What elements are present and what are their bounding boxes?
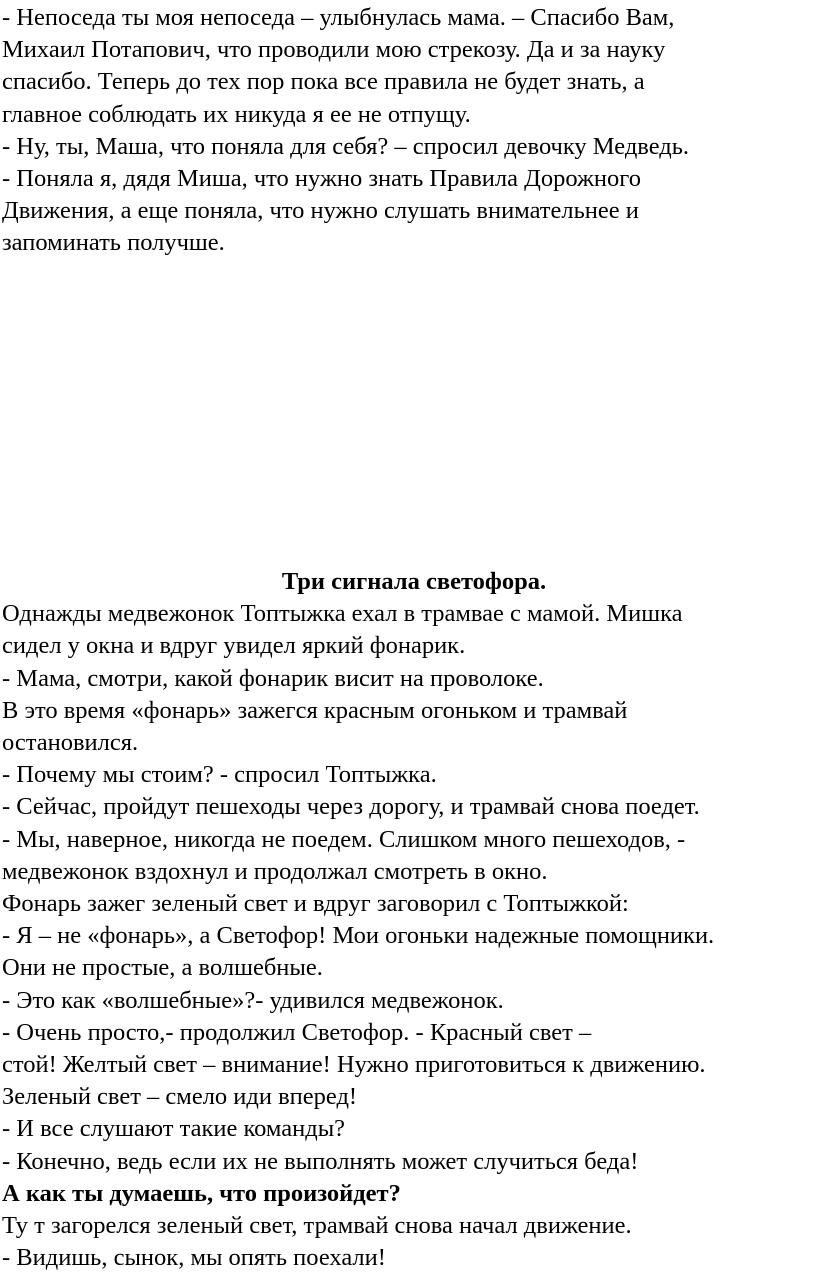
text-line: - И все слушают такие команды? bbox=[2, 1115, 346, 1143]
text-line: В это время «фонарь» зажегся красным огоньком и трамвай bbox=[2, 696, 628, 724]
text-line: - Поняла я, дядя Миша, что нужно знать Правила Дорожного bbox=[2, 165, 641, 193]
text-line: - Видишь, сынок, мы опять поехали! bbox=[2, 1244, 386, 1272]
text-line: - Очень просто,- продолжил Светофор. - Красный свет – bbox=[2, 1018, 592, 1046]
text-line: - Это как «волшебные»?- удивился медвежонок. bbox=[2, 986, 504, 1014]
text-line: Михаил Потапович, что проводили мою стрекозу. Да и за науку bbox=[2, 36, 666, 64]
text-line: - Почему мы стоим? - спросил Топтыжка. bbox=[2, 761, 437, 789]
text-line: запоминать получше. bbox=[2, 229, 225, 257]
text-line: - Я – не «фонарь», а Светофор! Мои огоньки надежные помощники. bbox=[2, 922, 715, 950]
text-line: - Сейчас, пройдут пешеходы через дорогу, и трамвай снова поедет. bbox=[2, 793, 700, 821]
text-line: медвежонок вздохнул и продолжал смотреть в окно. bbox=[2, 857, 548, 885]
story-section bbox=[2, 566, 814, 1274]
text-line: Фонарь зажег зеленый свет и вдруг заговорил с Топтыжкой: bbox=[2, 890, 629, 918]
story-ending-paragraphs bbox=[2, 2, 814, 260]
text-line: - Конечно, ведь если их не выполнять может случиться беда! bbox=[2, 1147, 639, 1175]
text-line: стой! Желтый свет – внимание! Нужно приготовиться к движению. bbox=[2, 1051, 706, 1079]
text-line: главное соблюдать их никуда я ее не отпущу. bbox=[2, 100, 471, 128]
text-line: Они не простые, а волшебные. bbox=[2, 954, 323, 982]
text-line: Однажды медвежонок Топтыжка ехал в трамвае с мамой. Мишка bbox=[2, 600, 683, 628]
text-line: Движения, а еще поняла, что нужно слушать внимательнее и bbox=[2, 197, 639, 225]
story-title: Три сигнала светофора. bbox=[281, 568, 547, 595]
story-question: А как ты думаешь, что произойдет? bbox=[2, 1179, 401, 1207]
text-line: - Ну, ты, Маша, что поняла для себя? – спросил девочку Медведь. bbox=[2, 132, 690, 160]
text-line: сидел у окна и вдруг увидел яркий фонарик. bbox=[2, 632, 466, 660]
text-line: спасибо. Теперь до тех пор пока все правила не будет знать, а bbox=[2, 68, 645, 96]
text-line: - Мама, смотри, какой фонарик висит на проволоке. bbox=[2, 664, 544, 692]
text-line: - Мы, наверное, никогда не поедем. Слишком много пешеходов, - bbox=[2, 825, 686, 853]
text-line: Ту т загорелся зеленый свет, трамвай снова начал движение. bbox=[2, 1212, 632, 1240]
text-line: Зеленый свет – смело иди вперед! bbox=[2, 1083, 358, 1111]
text-line: - Непоседа ты моя непоседа – улыбнулась мама. – Спасибо Вам, bbox=[2, 4, 675, 31]
text-line: остановился. bbox=[2, 729, 139, 757]
